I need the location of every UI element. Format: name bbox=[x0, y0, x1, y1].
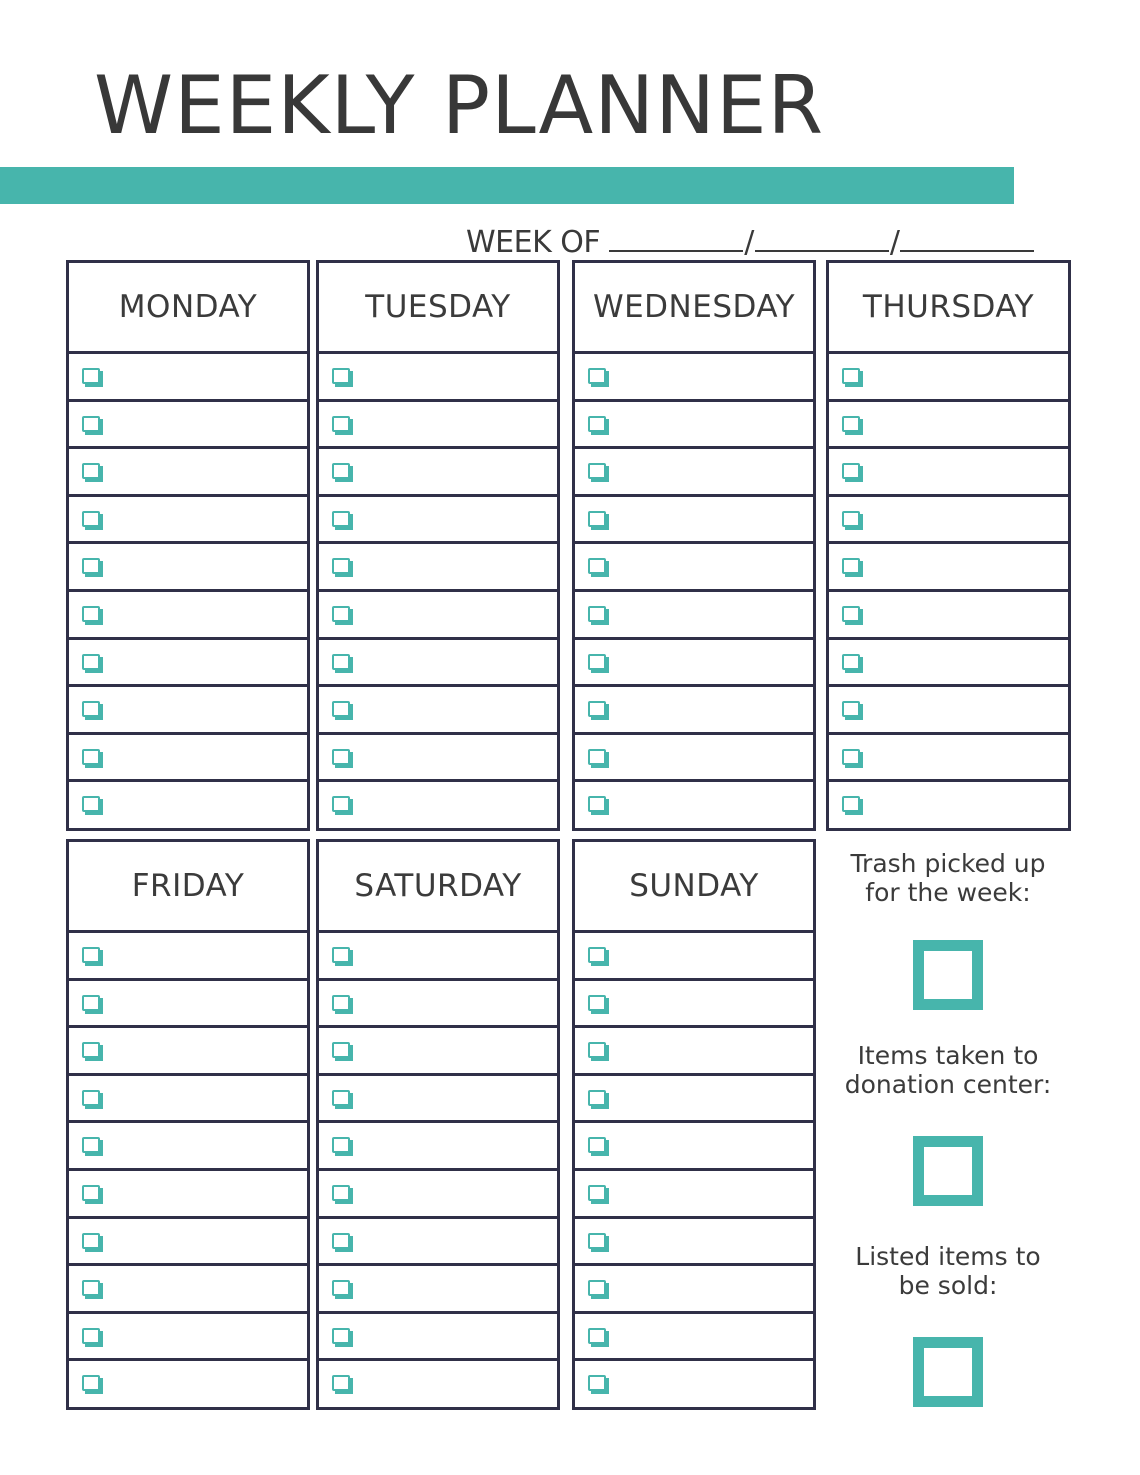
task-checkbox[interactable] bbox=[588, 947, 606, 963]
task-checkbox[interactable] bbox=[588, 1375, 606, 1391]
task-checkbox[interactable] bbox=[588, 1328, 606, 1344]
task-row[interactable] bbox=[575, 544, 813, 592]
task-row[interactable] bbox=[319, 1028, 557, 1076]
task-row[interactable] bbox=[319, 1314, 557, 1362]
task-row[interactable] bbox=[319, 592, 557, 640]
task-checkbox[interactable] bbox=[332, 558, 350, 574]
task-checkbox[interactable] bbox=[332, 701, 350, 717]
task-row[interactable] bbox=[575, 1028, 813, 1076]
task-checkbox[interactable] bbox=[588, 749, 606, 765]
task-row[interactable] bbox=[829, 735, 1068, 783]
task-row[interactable] bbox=[69, 687, 307, 735]
task-row[interactable] bbox=[319, 449, 557, 497]
task-checkbox[interactable] bbox=[332, 654, 350, 670]
task-checkbox[interactable] bbox=[842, 701, 860, 717]
task-checkbox[interactable] bbox=[332, 995, 350, 1011]
task-row[interactable] bbox=[69, 1266, 307, 1314]
task-checkbox[interactable] bbox=[842, 416, 860, 432]
task-checkbox[interactable] bbox=[82, 1233, 100, 1249]
trash-label bbox=[836, 849, 1060, 907]
task-row[interactable] bbox=[575, 640, 813, 688]
week-day-blank[interactable] bbox=[755, 222, 889, 252]
task-row[interactable] bbox=[575, 1361, 813, 1409]
task-row[interactable] bbox=[575, 1076, 813, 1124]
task-checkbox[interactable] bbox=[588, 558, 606, 574]
task-checkbox[interactable] bbox=[588, 511, 606, 527]
task-checkbox[interactable] bbox=[332, 749, 350, 765]
task-checkbox[interactable] bbox=[82, 701, 100, 717]
task-row[interactable] bbox=[69, 497, 307, 545]
task-row[interactable] bbox=[69, 640, 307, 688]
day-header: FRIDAY bbox=[69, 842, 307, 933]
day-column-friday bbox=[66, 839, 310, 1410]
task-checkbox[interactable] bbox=[82, 1280, 100, 1296]
task-checkbox[interactable] bbox=[588, 1137, 606, 1153]
task-checkbox[interactable] bbox=[588, 416, 606, 432]
task-row[interactable] bbox=[319, 402, 557, 450]
task-row[interactable] bbox=[829, 402, 1068, 450]
task-checkbox[interactable] bbox=[82, 1328, 100, 1344]
task-row[interactable] bbox=[575, 687, 813, 735]
task-checkbox[interactable] bbox=[588, 463, 606, 479]
task-checkbox[interactable] bbox=[332, 368, 350, 384]
date-separator: / bbox=[744, 225, 754, 260]
donation-checkbox[interactable] bbox=[913, 1136, 983, 1206]
day-header: SATURDAY bbox=[319, 842, 557, 933]
task-checkbox[interactable] bbox=[332, 796, 350, 812]
sold-label-line2: be sold: bbox=[898, 1271, 998, 1300]
task-checkbox[interactable] bbox=[332, 1185, 350, 1201]
task-row[interactable] bbox=[69, 1219, 307, 1267]
task-row[interactable] bbox=[575, 402, 813, 450]
task-row[interactable] bbox=[69, 933, 307, 981]
trash-label-line1: Trash picked up bbox=[850, 849, 1046, 878]
task-checkbox[interactable] bbox=[332, 1328, 350, 1344]
task-checkbox[interactable] bbox=[588, 796, 606, 812]
task-row[interactable] bbox=[575, 782, 813, 830]
accent-bar bbox=[0, 167, 1014, 204]
sold-label bbox=[836, 1242, 1060, 1300]
task-row[interactable] bbox=[829, 782, 1068, 830]
task-checkbox[interactable] bbox=[82, 606, 100, 622]
day-header: TUESDAY bbox=[319, 263, 557, 354]
task-checkbox[interactable] bbox=[332, 1042, 350, 1058]
task-checkbox[interactable] bbox=[842, 654, 860, 670]
task-row[interactable] bbox=[319, 981, 557, 1029]
task-row[interactable] bbox=[319, 1266, 557, 1314]
task-checkbox[interactable] bbox=[82, 1090, 100, 1106]
task-checkbox[interactable] bbox=[332, 1375, 350, 1391]
task-checkbox[interactable] bbox=[332, 606, 350, 622]
date-separator: / bbox=[889, 225, 900, 260]
task-row[interactable] bbox=[829, 497, 1068, 545]
task-row[interactable] bbox=[319, 782, 557, 830]
task-checkbox[interactable] bbox=[842, 558, 860, 574]
task-row[interactable] bbox=[69, 1314, 307, 1362]
trash-label-line2: for the week: bbox=[865, 878, 1031, 907]
task-row[interactable] bbox=[575, 1171, 813, 1219]
task-row[interactable] bbox=[69, 402, 307, 450]
task-checkbox[interactable] bbox=[82, 1042, 100, 1058]
task-row[interactable] bbox=[829, 449, 1068, 497]
task-checkbox[interactable] bbox=[82, 511, 100, 527]
week-month-blank[interactable] bbox=[609, 222, 743, 252]
task-row[interactable] bbox=[319, 1171, 557, 1219]
task-checkbox[interactable] bbox=[82, 416, 100, 432]
task-checkbox[interactable] bbox=[82, 1185, 100, 1201]
task-row[interactable] bbox=[69, 544, 307, 592]
task-row[interactable] bbox=[319, 544, 557, 592]
week-of-label: WEEK OF bbox=[466, 225, 601, 260]
day-column-saturday bbox=[316, 839, 560, 1410]
task-checkbox[interactable] bbox=[588, 606, 606, 622]
task-row[interactable] bbox=[575, 592, 813, 640]
task-row[interactable] bbox=[69, 354, 307, 402]
task-row[interactable] bbox=[69, 449, 307, 497]
task-checkbox[interactable] bbox=[588, 1233, 606, 1249]
task-checkbox[interactable] bbox=[588, 654, 606, 670]
trash-checkbox[interactable] bbox=[913, 940, 983, 1010]
task-checkbox[interactable] bbox=[82, 463, 100, 479]
task-checkbox[interactable] bbox=[82, 749, 100, 765]
task-checkbox[interactable] bbox=[332, 463, 350, 479]
task-checkbox[interactable] bbox=[588, 368, 606, 384]
task-row[interactable] bbox=[319, 687, 557, 735]
task-row[interactable] bbox=[829, 544, 1068, 592]
day-header: WEDNESDAY bbox=[575, 263, 813, 354]
week-of-line bbox=[466, 222, 1034, 260]
task-row[interactable] bbox=[319, 497, 557, 545]
task-row[interactable] bbox=[319, 640, 557, 688]
task-row[interactable] bbox=[829, 640, 1068, 688]
task-row[interactable] bbox=[319, 1361, 557, 1409]
task-checkbox[interactable] bbox=[588, 1280, 606, 1296]
task-row[interactable] bbox=[829, 592, 1068, 640]
task-row[interactable] bbox=[575, 981, 813, 1029]
task-checkbox[interactable] bbox=[842, 463, 860, 479]
donation-label-line2: donation center: bbox=[844, 1070, 1052, 1099]
task-row[interactable] bbox=[69, 782, 307, 830]
task-row[interactable] bbox=[319, 1123, 557, 1171]
task-checkbox[interactable] bbox=[588, 701, 606, 717]
task-row[interactable] bbox=[69, 1028, 307, 1076]
task-checkbox[interactable] bbox=[82, 1137, 100, 1153]
task-row[interactable] bbox=[69, 981, 307, 1029]
task-row[interactable] bbox=[575, 1219, 813, 1267]
sold-checkbox[interactable] bbox=[913, 1337, 983, 1407]
page-title: WEEKLY PLANNER bbox=[94, 59, 825, 152]
task-checkbox[interactable] bbox=[332, 416, 350, 432]
task-checkbox[interactable] bbox=[82, 1375, 100, 1391]
task-checkbox[interactable] bbox=[588, 995, 606, 1011]
day-column-tuesday bbox=[316, 260, 560, 831]
task-row[interactable] bbox=[575, 933, 813, 981]
day-column-monday bbox=[66, 260, 310, 831]
day-column-sunday bbox=[572, 839, 816, 1410]
task-row[interactable] bbox=[319, 735, 557, 783]
day-column-thursday bbox=[826, 260, 1071, 831]
task-row[interactable] bbox=[319, 933, 557, 981]
task-row[interactable] bbox=[319, 354, 557, 402]
task-row[interactable] bbox=[69, 592, 307, 640]
task-row[interactable] bbox=[69, 1171, 307, 1219]
task-checkbox[interactable] bbox=[332, 1137, 350, 1153]
task-checkbox[interactable] bbox=[82, 947, 100, 963]
task-checkbox[interactable] bbox=[82, 368, 100, 384]
task-checkbox[interactable] bbox=[588, 1185, 606, 1201]
task-checkbox[interactable] bbox=[842, 606, 860, 622]
task-checkbox[interactable] bbox=[842, 368, 860, 384]
task-row[interactable] bbox=[829, 687, 1068, 735]
week-year-blank[interactable] bbox=[900, 222, 1034, 252]
task-row[interactable] bbox=[575, 1123, 813, 1171]
task-checkbox[interactable] bbox=[842, 796, 860, 812]
task-row[interactable] bbox=[69, 1361, 307, 1409]
task-row[interactable] bbox=[575, 735, 813, 783]
day-header: THURSDAY bbox=[829, 263, 1068, 354]
task-row[interactable] bbox=[575, 1266, 813, 1314]
donation-label bbox=[836, 1041, 1060, 1099]
task-checkbox[interactable] bbox=[842, 511, 860, 527]
task-checkbox[interactable] bbox=[82, 995, 100, 1011]
task-checkbox[interactable] bbox=[588, 1090, 606, 1106]
task-row[interactable] bbox=[69, 1123, 307, 1171]
task-checkbox[interactable] bbox=[588, 1042, 606, 1058]
task-row[interactable] bbox=[69, 735, 307, 783]
task-checkbox[interactable] bbox=[82, 654, 100, 670]
donation-label-line1: Items taken to bbox=[857, 1041, 1039, 1070]
task-checkbox[interactable] bbox=[332, 1280, 350, 1296]
task-row[interactable] bbox=[319, 1219, 557, 1267]
task-row[interactable] bbox=[575, 1314, 813, 1362]
task-checkbox[interactable] bbox=[82, 558, 100, 574]
task-checkbox[interactable] bbox=[332, 1090, 350, 1106]
task-row[interactable] bbox=[69, 1076, 307, 1124]
task-row[interactable] bbox=[575, 354, 813, 402]
task-row[interactable] bbox=[575, 449, 813, 497]
task-checkbox[interactable] bbox=[332, 511, 350, 527]
task-row[interactable] bbox=[319, 1076, 557, 1124]
day-header: SUNDAY bbox=[575, 842, 813, 933]
task-checkbox[interactable] bbox=[842, 749, 860, 765]
task-checkbox[interactable] bbox=[82, 796, 100, 812]
task-row[interactable] bbox=[575, 497, 813, 545]
day-column-wednesday bbox=[572, 260, 816, 831]
task-checkbox[interactable] bbox=[332, 1233, 350, 1249]
day-header: MONDAY bbox=[69, 263, 307, 354]
sold-label-line1: Listed items to bbox=[855, 1242, 1041, 1271]
task-row[interactable] bbox=[829, 354, 1068, 402]
task-checkbox[interactable] bbox=[332, 947, 350, 963]
